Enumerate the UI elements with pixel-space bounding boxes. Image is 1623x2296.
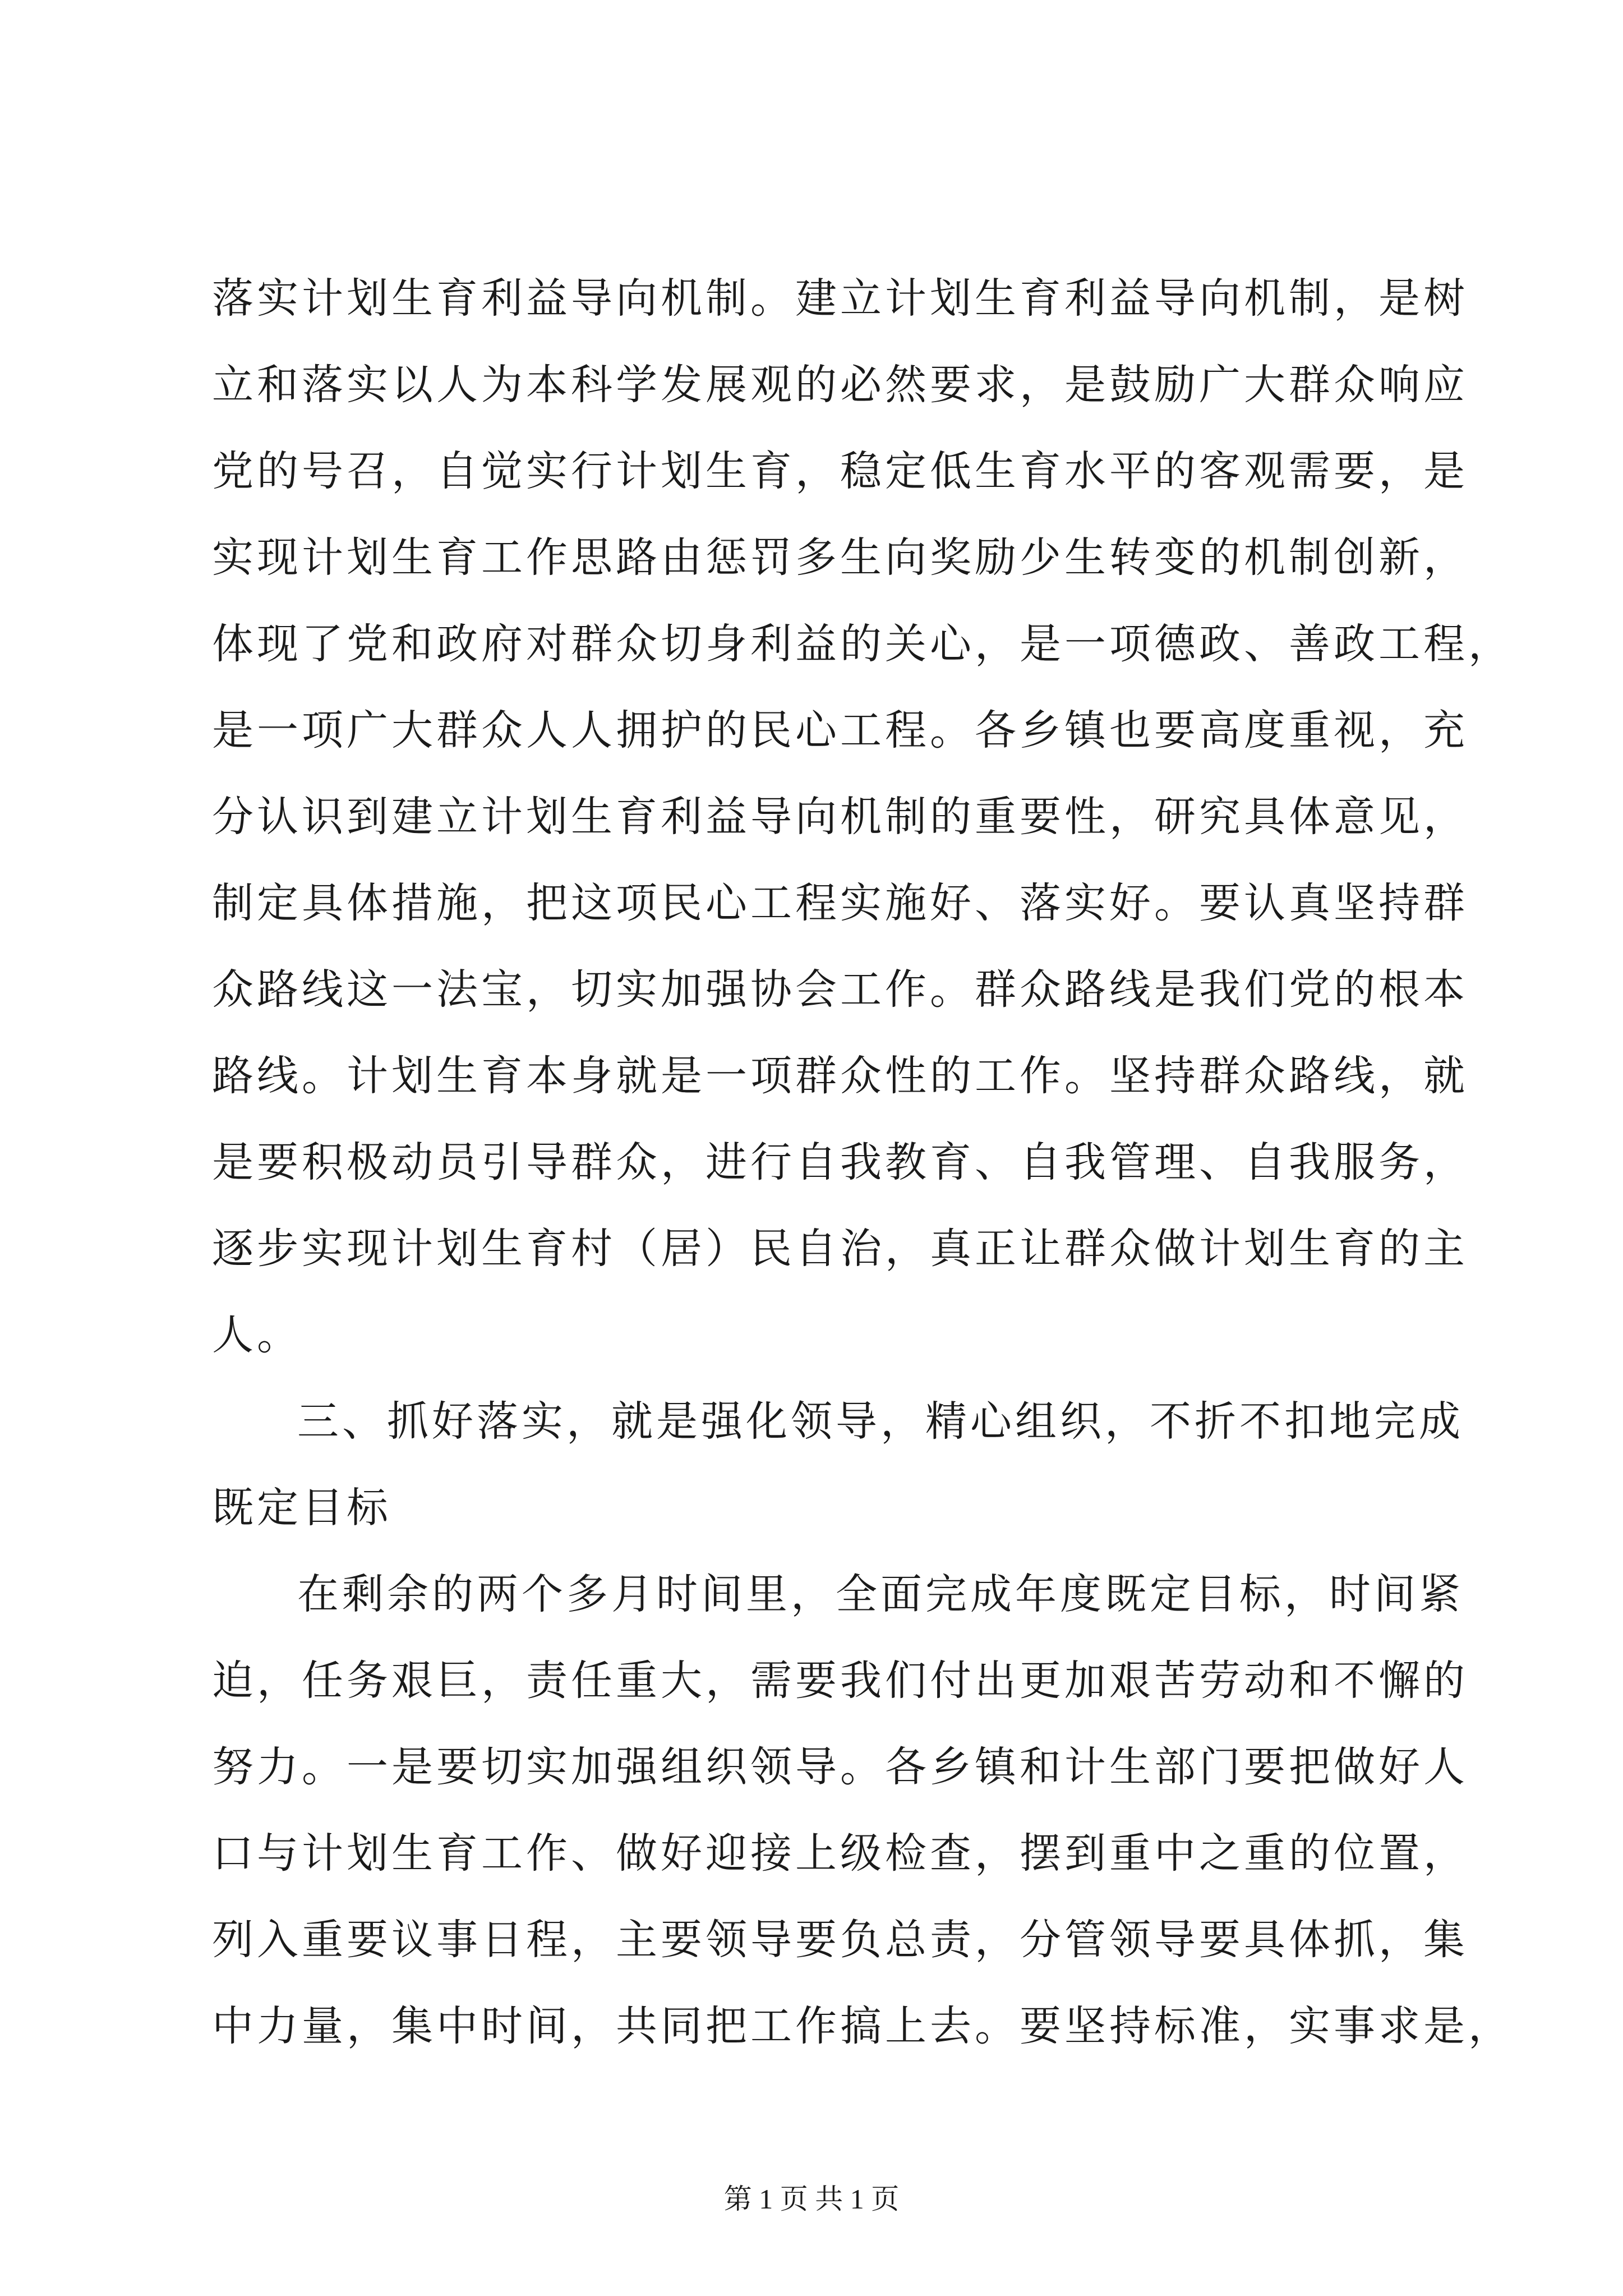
- text-line: 口与计划生育工作、做好迎接上级检查，摆到重中之重的位置，: [212, 1829, 1468, 1878]
- text-line: 努力。一是要切实加强组织领导。各乡镇和计生部门要把做好人: [212, 1743, 1468, 1791]
- text-line: 列入重要议事日程，主要领导要负总责，分管领导要具体抓，集: [212, 1916, 1468, 1964]
- text-line: 中力量，集中时间，共同把工作搞上去。要坚持标准，实事求是，: [212, 2002, 1513, 2050]
- text-line: 在剩余的两个多月时间里，全面完成年度既定目标，时间紧: [297, 1570, 1464, 1618]
- text-line: 迫，任务艰巨，责任重大，需要我们付出更加艰苦劳动和不懈的: [212, 1657, 1468, 1705]
- text-line: 是一项广大群众人人拥护的民心工程。各乡镇也要高度重视，充: [212, 706, 1468, 754]
- text-line: 落实计划生育利益导向机制。建立计划生育利益导向机制，是树: [212, 274, 1468, 323]
- text-line: 人。: [212, 1311, 302, 1359]
- text-line: 党的号召，自觉实行计划生育，稳定低生育水平的客观需要，是: [212, 447, 1468, 495]
- text-line: 众路线这一法宝，切实加强协会工作。群众路线是我们党的根本: [212, 965, 1468, 1014]
- section-heading-line: 既定目标: [212, 1484, 391, 1532]
- page-footer: [0, 2182, 1623, 2216]
- text-line: 体现了党和政府对群众切身利益的关心，是一项德政、善政工程，: [212, 620, 1513, 668]
- page-number-label: 第 1 页 共 1 页: [723, 2183, 900, 2215]
- body-text: [212, 255, 1513, 2069]
- text-line: 逐步实现计划生育村（居）民自治，真正让群众做计划生育的主: [212, 1225, 1468, 1273]
- text-line: 路线。计划生育本身就是一项群众性的工作。坚持群众路线，就: [212, 1052, 1468, 1100]
- text-line: 是要积极动员引导群众，进行自我教育、自我管理、自我服务，: [212, 1138, 1468, 1186]
- text-line: 实现计划生育工作思路由惩罚多生向奖励少生转变的机制创新，: [212, 533, 1468, 582]
- text-line: 立和落实以人为本科学发展观的必然要求，是鼓励广大群众响应: [212, 361, 1468, 409]
- text-line: 制定具体措施，把这项民心工程实施好、落实好。要认真坚持群: [212, 879, 1468, 927]
- section-heading-line: 三、抓好落实，就是强化领导，精心组织，不折不扣地完成: [297, 1397, 1464, 1446]
- text-line: 分认识到建立计划生育利益导向机制的重要性，研究具体意见，: [212, 793, 1468, 841]
